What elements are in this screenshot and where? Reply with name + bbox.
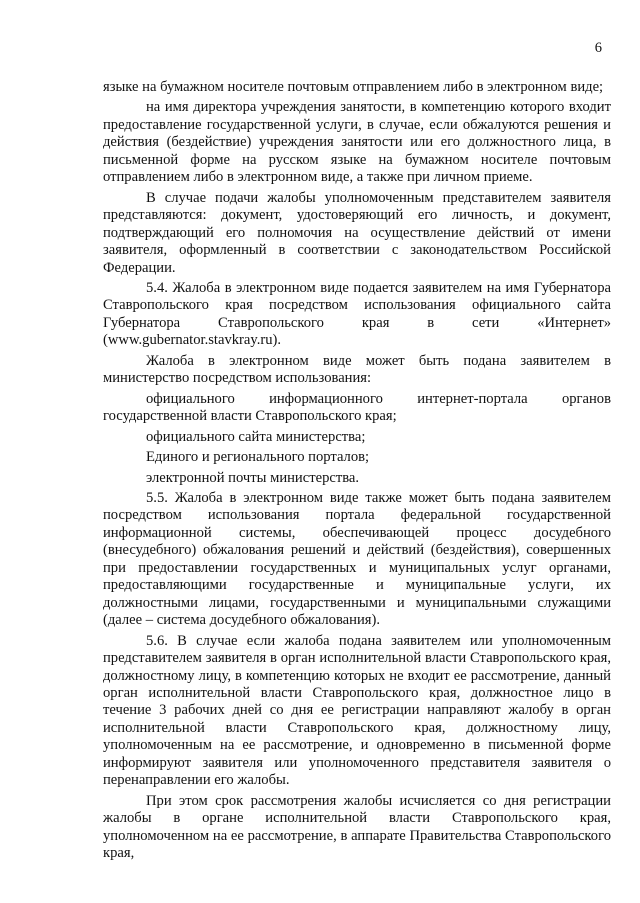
paragraph: 5.5. Жалоба в электронном виде также может быть подана заявителем посредством использования портала федеральной государственной информационной системы, обеспечивающей процесс досудебного (внесудебного) обжалования решений и действий (бездействия), совершенных при предоставлении государственных и муниципальных услуг органами, предоставляющими государственные и муниципальные услуги, их должностными лицами, государственными и муниципальными служащими (далее – система досудебного обжалования). [103,489,611,629]
paragraph: официального сайта министерства; [146,428,366,445]
paragraph: В случае подачи жалобы уполномоченным представителем заявителя представляются: документ, удостоверяющий его личность, и документ, подтверждающий его полномочия на осуществление действий от имени заявителя, оформленный в соответствии с законодательством Российской Федерации. [103,189,611,276]
paragraph: языке на бумажном носителе почтовым отправлением либо в электронном виде; [103,79,604,95]
paragraph: Единого и регионального порталов; [146,449,370,466]
paragraph: 5.6. В случае если жалоба подана заявителем или уполномоченным представителем заявителя в орган исполнительной власти Ставропольского края, должностному лицу, в компетенцию которых не входит ее рассмотрение, данный орган исполнительной власти Ставропольского края, должностное лицо в течение 3 рабочих дней со дня ее регистрации направляют жалобу в орган исполнительной власти Ставропольского края, должностному лицу, уполномоченным на ее рассмотрение, и одновременно в письменной форме информируют заявителя или уполномоченного представителя заявителя о перенаправлении его жалобы. [103,632,611,789]
paragraph: электронной почты министерства. [146,469,360,486]
document-body [103,79,611,865]
paragraph: официального информационного интернет-портала органов государственной власти Ставропольского края; [103,390,611,425]
paragraph: на имя директора учреждения занятости, в компетенцию которого входит предоставление государственной услуги, в случае, если обжалуются решения и действия (бездействие) учреждения занятости или его должностного лица, в письменной форме на русском языке на бумажном носителе почтовым отправлением либо в электронном виде, а также при личном приеме. [103,99,611,186]
paragraph: При этом срок рассмотрения жалобы исчисляется со дня регистрации жалобы в органе исполнительной власти Ставропольского края, уполномоченном на ее рассмотрение, в аппарате Правительства Ставропольского края, [103,792,611,862]
paragraph: Жалоба в электронном виде может быть подана заявителем в министерство посредством использования: [103,352,611,387]
paragraph: 5.4. Жалоба в электронном виде подается заявителем на имя Губернатора Ставропольского края посредством использования официального сайта Губернатора Ставропольского края в сети «Интернет» (www.gubernator.stavkray.ru). [103,279,611,349]
page-number: 6 [594,40,602,56]
